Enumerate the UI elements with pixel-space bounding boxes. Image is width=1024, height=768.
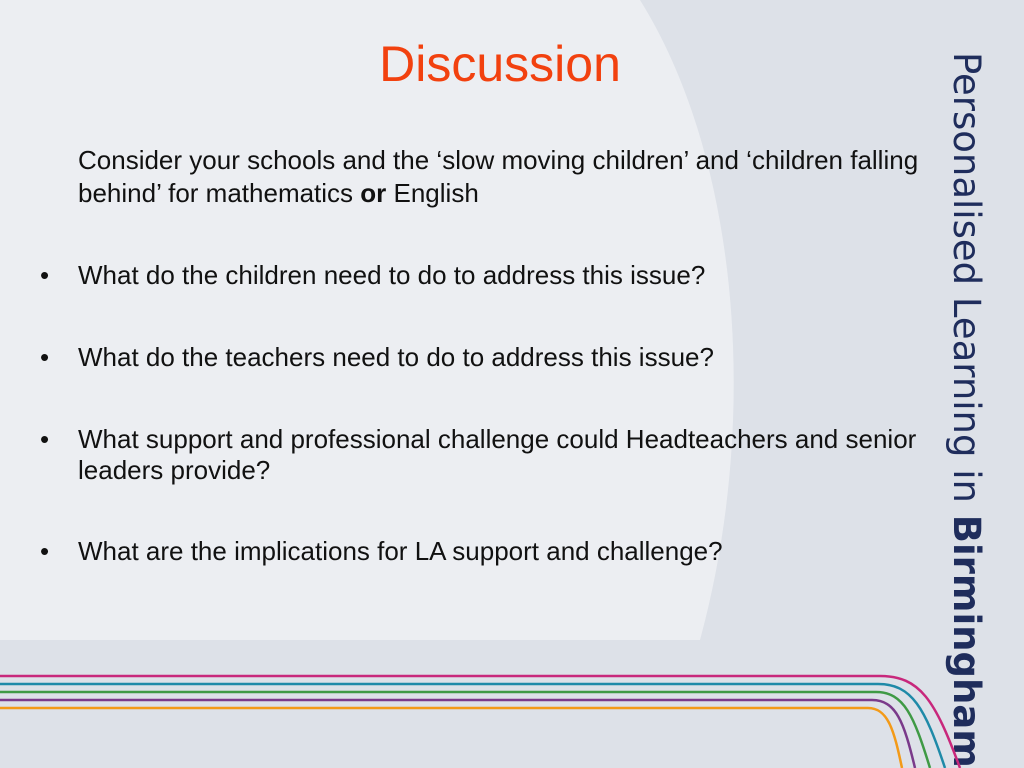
wave-line <box>0 700 915 768</box>
bullet-icon: • <box>40 424 50 454</box>
bullet-text: What do the teachers need to do to address this issue? <box>78 342 714 372</box>
bullet-text: What do the children need to do to address this issue? <box>78 260 706 290</box>
branding-word-birmingham: Birmingham <box>945 514 988 768</box>
decorative-wave-lines <box>0 660 1024 768</box>
bullet-text: What support and professional challenge could Headteachers and senior leaders provide? <box>78 424 917 485</box>
intro-paragraph <box>78 144 938 210</box>
wave-line <box>0 692 930 768</box>
branding-logo <box>940 52 1000 768</box>
wave-line <box>0 684 945 768</box>
intro-text: Consider your schools and the ‘slow moving children’ and ‘children falling behind’ for mathematics <box>78 145 919 208</box>
intro-bold-word: or <box>360 178 387 208</box>
wave-line <box>0 708 902 768</box>
bullet-text: What are the implications for LA support and challenge? <box>78 536 723 566</box>
intro-text-end: English <box>386 178 479 208</box>
slide-title: Discussion <box>379 36 621 92</box>
branding-word-in: in <box>945 469 988 503</box>
branding-word-personalised: Personalised <box>945 52 988 286</box>
branding-word-learning: Learning <box>945 296 988 458</box>
wave-line <box>0 676 960 768</box>
bullet-icon: • <box>40 260 50 290</box>
bullet-icon: • <box>40 342 50 372</box>
bullet-icon: • <box>40 536 50 566</box>
